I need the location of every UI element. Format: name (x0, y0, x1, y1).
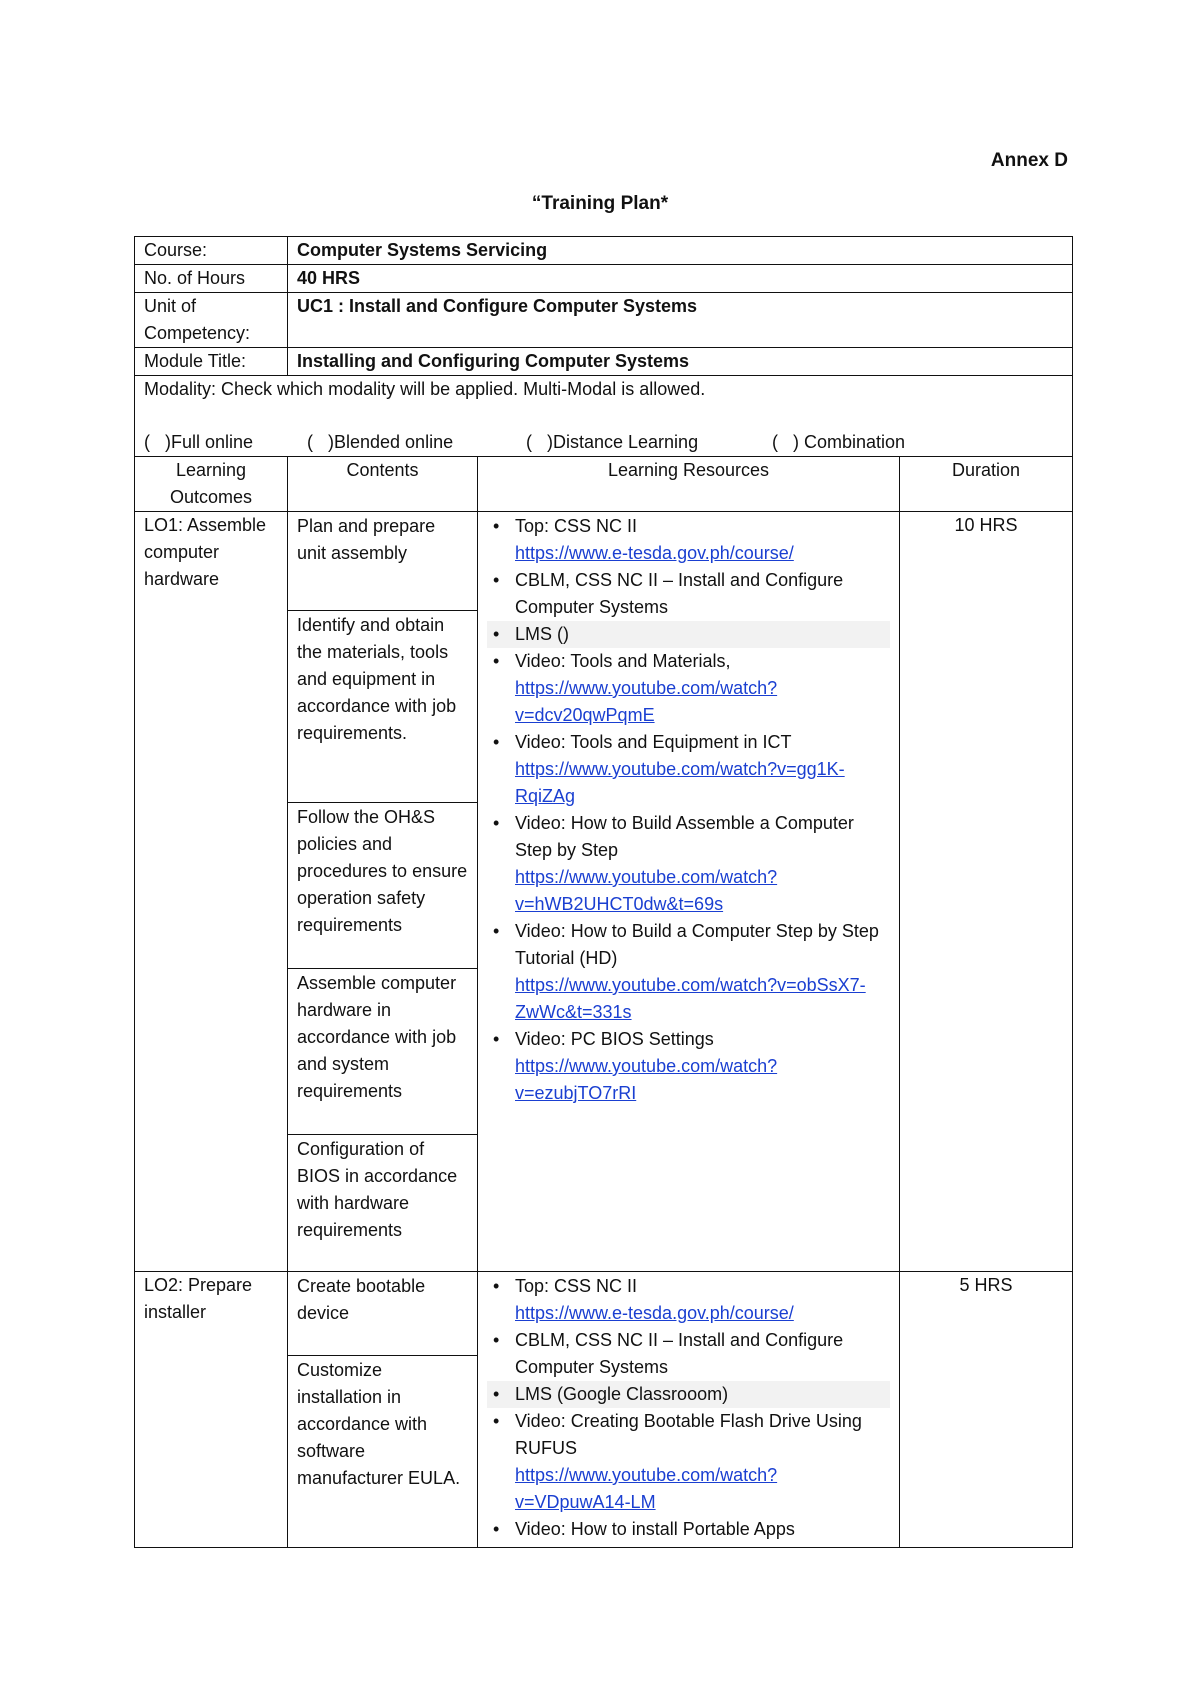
option-combination[interactable]: ( ) Combination (772, 432, 906, 452)
resource-text: Top: CSS NC II (515, 1276, 638, 1296)
contents-cell (288, 1272, 478, 1548)
list-item (487, 810, 890, 918)
resource-link[interactable]: https://www.youtube.com/watch?v=dcv20qwPqmE (515, 678, 778, 725)
list-item (487, 918, 890, 1026)
hours-row (135, 265, 1073, 293)
resource-link[interactable]: https://www.youtube.com/watch?v=ezubjTO7rRI (515, 1056, 778, 1103)
content-item: Assemble computer hardware in accordance with job and system requirements (288, 969, 477, 1135)
resource-text: LMS (Google Classrooom) (515, 1384, 729, 1404)
modality-cell (135, 376, 1073, 457)
list-item (487, 648, 890, 729)
resource-text: Video: How to Build Assemble a Computer Step by Step (515, 813, 854, 860)
resource-link[interactable]: https://www.e-tesda.gov.ph/course/ (515, 1303, 794, 1323)
content-item: Configuration of BIOS in accordance with hardware requirements (297, 1139, 458, 1240)
modality-options (144, 429, 1063, 456)
list-item (487, 1273, 890, 1327)
header-resources: Learning Resources (478, 457, 900, 512)
resource-link[interactable]: https://www.youtube.com/watch?v=VDpuwA14-LM (515, 1465, 778, 1512)
content-item: Create bootable device (288, 1272, 477, 1356)
option-blended-online[interactable]: ( )Blended online (307, 432, 454, 452)
unit-label: Unit of Competency: (135, 293, 288, 348)
resource-text: Video: Tools and Materials, (515, 651, 731, 671)
table-row (135, 512, 1073, 1272)
document-title: “Training Plan* (531, 193, 669, 214)
list-item (487, 621, 890, 648)
training-plan-table (134, 236, 1073, 1548)
list-item (487, 513, 890, 567)
option-full-online[interactable]: ( )Full online (144, 432, 254, 452)
resource-list (487, 1272, 890, 1543)
resource-text: LMS () (515, 624, 569, 644)
contents-cell (288, 512, 478, 1272)
outcome-cell: LO1: Assemble computer hardware (135, 512, 288, 1272)
column-header-row (135, 457, 1073, 512)
hours-label: No. of Hours (135, 265, 288, 293)
course-label: Course: (135, 237, 288, 265)
option-distance-learning[interactable]: ( )Distance Learning (526, 432, 699, 452)
list-item (487, 1327, 890, 1381)
resource-link[interactable]: https://www.youtube.com/watch?v=obSsX7-ZwWc&t=331s (515, 975, 866, 1022)
list-item (487, 567, 890, 621)
resource-text: Video: PC BIOS Settings (515, 1029, 714, 1049)
module-label: Module Title: (135, 348, 288, 376)
resource-text: Video: How to Build a Computer Step by Step Tutorial (HD) (515, 921, 879, 968)
list-item (487, 729, 890, 810)
module-row (135, 348, 1073, 376)
list-item (487, 1026, 890, 1107)
hours-value: 40 HRS (288, 265, 1073, 293)
resource-text: CBLM, CSS NC II – Install and Configure Computer Systems (515, 570, 844, 617)
module-value: Installing and Configuring Computer Systems (288, 348, 1073, 376)
table-row (135, 1272, 1073, 1548)
outcome-cell: LO2: Prepare installer (135, 1272, 288, 1548)
modality-row (135, 376, 1073, 457)
annex-label: Annex D (990, 150, 1068, 171)
duration-cell: 10 HRS (900, 512, 1073, 1272)
header-duration: Duration (900, 457, 1073, 512)
list-item (487, 1408, 890, 1516)
header-contents: Contents (288, 457, 478, 512)
content-item: Identify and obtain the materials, tools and equipment in accordance with job requirements. (288, 611, 477, 803)
resource-link[interactable]: https://www.e-tesda.gov.ph/course/ (515, 543, 794, 563)
resource-text: Video: How to install Portable Apps (515, 1519, 795, 1539)
resource-text: Video: Creating Bootable Flash Drive Using RUFUS (515, 1411, 862, 1458)
unit-row (135, 293, 1073, 348)
resource-text: Top: CSS NC II (515, 516, 638, 536)
resources-cell (478, 1272, 900, 1548)
unit-value: UC1 : Install and Configure Computer Systems (288, 293, 1073, 348)
content-item: Customize installation in accordance with software manufacturer EULA. (297, 1360, 461, 1488)
resource-text: CBLM, CSS NC II – Install and Configure Computer Systems (515, 1330, 844, 1377)
list-item (487, 1516, 890, 1543)
header-outcomes: Learning Outcomes (135, 457, 288, 512)
content-item: Follow the OH&S policies and procedures to ensure operation safety requirements (288, 803, 477, 969)
course-value: Computer Systems Servicing (288, 237, 1073, 265)
resource-link[interactable]: https://www.youtube.com/watch?v=gg1K-RqiZAg (515, 759, 845, 806)
list-item (487, 1381, 890, 1408)
course-row (135, 237, 1073, 265)
content-item: Plan and prepare unit assembly (288, 512, 477, 611)
modality-instruction: Modality: Check which modality will be applied. Multi-Modal is allowed. (144, 379, 706, 399)
resource-link[interactable]: https://www.youtube.com/watch?v=hWB2UHCT0dw&t=69s (515, 867, 778, 914)
resources-cell (478, 512, 900, 1272)
resource-list (487, 512, 890, 1107)
resource-text: Video: Tools and Equipment in ICT (515, 732, 792, 752)
duration-cell: 5 HRS (900, 1272, 1073, 1548)
